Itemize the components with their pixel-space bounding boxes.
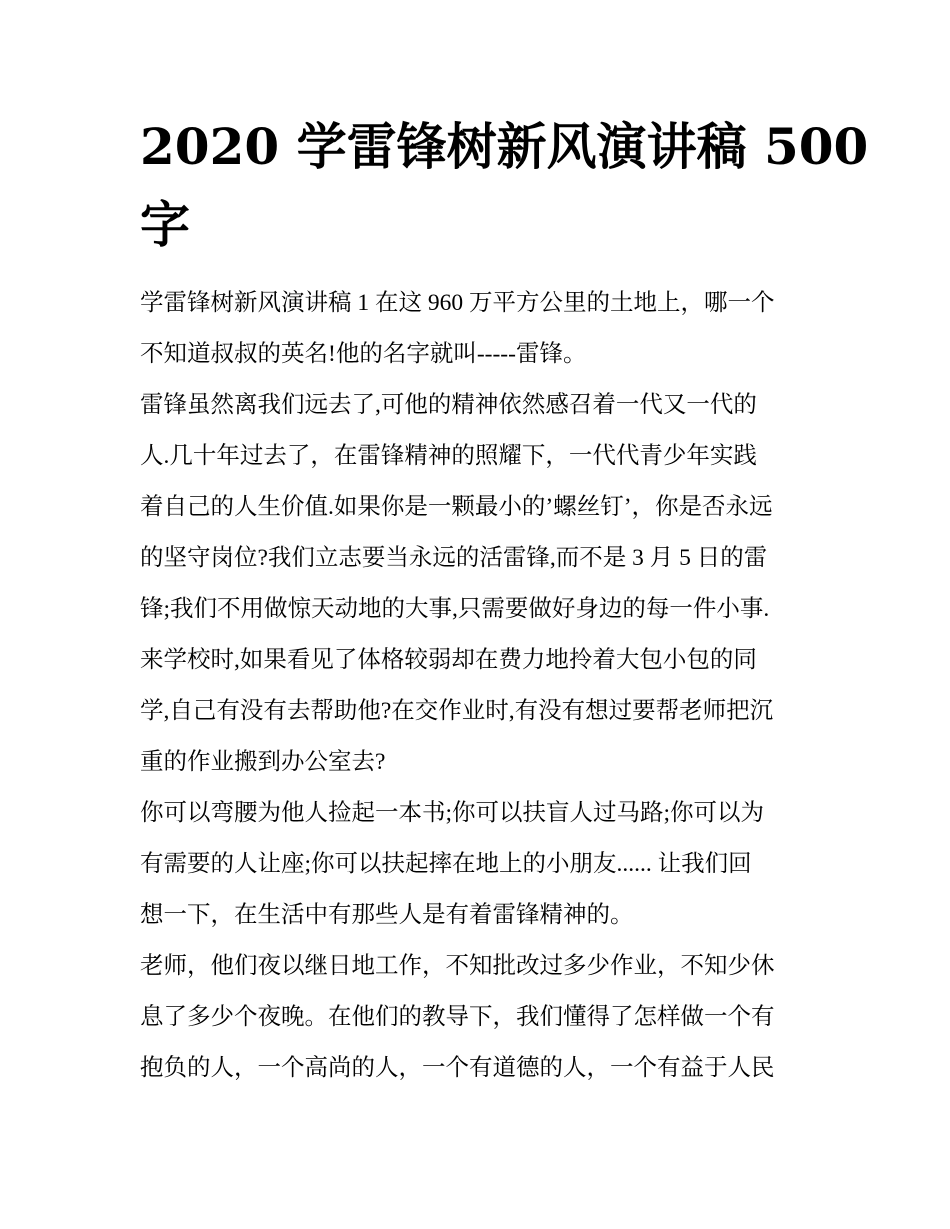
title-line: 2020 学雷锋树新风演讲稿 500: [140, 117, 869, 176]
text-line: 学雷锋树新风演讲稿 1 在这 960 万平方公里的土地上，哪一个: [140, 290, 775, 316]
paragraph-1: [140, 278, 820, 380]
text-line: 息了多少个夜晚。在他们的教导下，我们懂得了怎样做一个有: [140, 1004, 775, 1030]
text-line: 你可以弯腰为他人捡起一本书;你可以扶盲人过马路;你可以为: [140, 800, 765, 826]
text-line: 不知道叔叔的英名!他的名字就叫-----雷锋。: [140, 341, 587, 367]
text-line: 学,自己有没有去帮助他?在交作业时,有没有想过要帮老师把沉: [140, 698, 774, 724]
text-line: 锋;我们不用做惊天动地的大事,只需要做好身边的每一件小事.: [140, 596, 770, 622]
text-line: 人.几十年过去了，在雷锋精神的照耀下，一代代青少年实践: [140, 443, 757, 469]
text-line: 老师，他们夜以继日地工作，不知批改过多少作业，不知少休: [140, 953, 775, 979]
document-body: [140, 278, 820, 1094]
paragraph-4: [140, 941, 820, 1094]
text-line: 抱负的人，一个高尚的人，一个有道德的人，一个有益于人民: [140, 1055, 775, 1081]
document-title: [140, 108, 869, 264]
text-line: 雷锋虽然离我们远去了,可他的精神依然感召着一代又一代的: [140, 392, 757, 418]
text-line: 的坚守岗位?我们立志要当永远的活雷锋,而不是 3 月 5 日的雷: [140, 545, 768, 571]
title-line: 字: [140, 195, 190, 254]
text-line: 重的作业搬到办公室去?: [140, 749, 386, 775]
paragraph-3: [140, 788, 820, 941]
text-line: 有需要的人让座;你可以扶起摔在地上的小朋友...... 让我们回: [140, 851, 752, 877]
paragraph-2: [140, 380, 820, 788]
text-line: 着自己的人生价值.如果你是一颗最小的’螺丝钉’，你是否永远: [140, 494, 773, 520]
text-line: 来学校时,如果看见了体格较弱却在费力地拎着大包小包的同: [140, 647, 757, 673]
text-line: 想一下，在生活中有那些人是有着雷锋精神的。: [140, 902, 634, 928]
